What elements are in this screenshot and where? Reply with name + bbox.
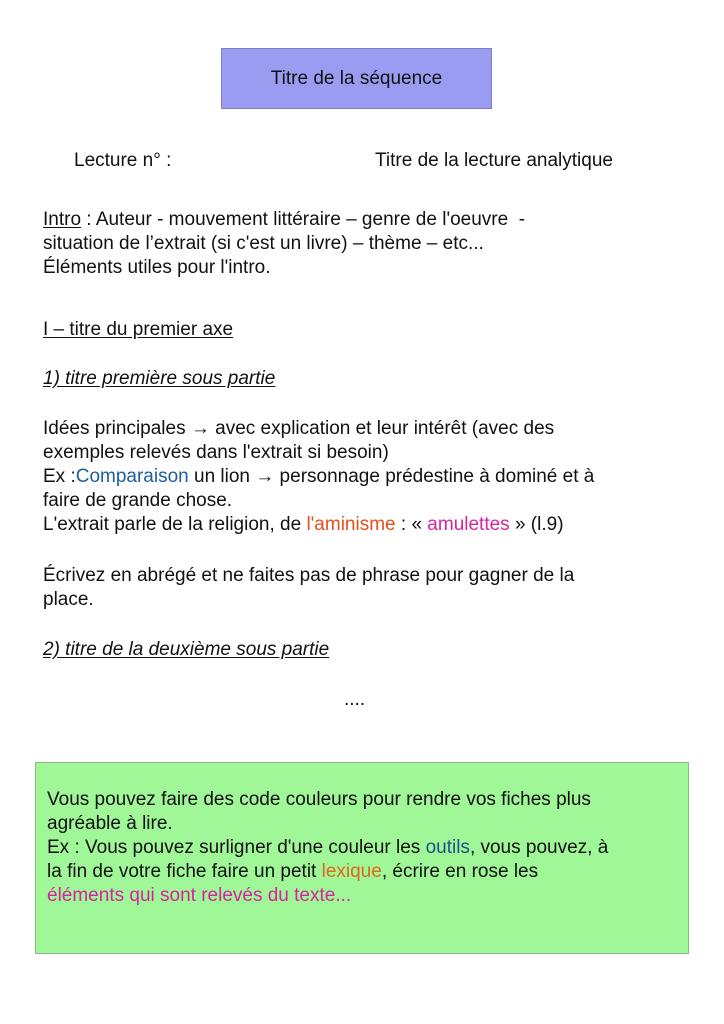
intro-line-2: situation de l’extrait (si c'est un livre) – thème – etc... [43,233,484,254]
line-5-mid: : « [395,514,428,535]
body-line-2: exemples relevés dans l'extrait si besoin) [43,442,389,463]
tip-line-2: agréable à lire. [47,813,173,834]
lecture-title: Titre de la lecture analytique [375,150,613,171]
body-line-1: Idées principales → avec explication et leur intérêt (avec des [43,418,555,439]
intro-line-1-text: : Auteur - mouvement littéraire – genre de l'oeuvre - [81,209,526,230]
lecture-number-label: Lecture n° : [74,150,172,171]
sequence-title-box [221,48,492,109]
advice-line-2: place. [43,589,94,610]
body-line-5 [43,513,594,537]
tip-text [47,788,608,908]
tip-lexique: lexique [321,861,382,882]
advice-line-1: Écrivez en abrégé et ne faites pas de phrase pour gagner de la [43,565,575,586]
tip-line-3-start: Ex : Vous pouvez surligner d'une couleur les [47,837,426,858]
tip-line-1: Vous pouvez faire des code couleurs pour rendre vos fiches plus [47,789,591,810]
body-block [43,417,594,537]
intro-line-3: Éléments utiles pour l'intro. [43,257,271,278]
tip-line-4 [47,860,608,884]
body-example-line [43,465,594,489]
body-line-4: faire de grande chose. [43,490,233,511]
lexique-aminisme: l'aminisme [306,514,396,535]
line-5-end: » (l.9) [509,514,564,535]
quote-amulettes: amulettes [427,514,510,535]
line-5-start: L'extrait parle de la religion, de [43,514,307,535]
intro-line-1 [43,208,525,232]
example-highlight-comparaison: Comparaison [75,466,189,487]
axis-1-title: I – titre du premier axe [43,319,234,340]
tip-outils: outils [425,837,470,858]
example-prefix: Ex : [43,466,76,487]
tip-line-5: éléments qui sont relevés du texte... [47,885,352,906]
tip-line-4-end: , écrire en rose les [381,861,539,882]
subpart-2-title: 2) titre de la deuxième sous partie [43,639,330,660]
intro-block [43,208,525,280]
tip-line-3 [47,836,608,860]
example-rest: un lion → personnage prédestine à dominé et à [188,466,595,487]
tip-line-4-start: la fin de votre fiche faire un petit [47,861,322,882]
subpart-1-title: 1) titre première sous partie [43,368,276,389]
ellipsis: .... [344,689,366,710]
intro-label: Intro [43,209,82,230]
advice-block [43,564,574,612]
sequence-title: Titre de la séquence [270,67,443,89]
tip-line-3-end: , vous pouvez, à [469,837,609,858]
